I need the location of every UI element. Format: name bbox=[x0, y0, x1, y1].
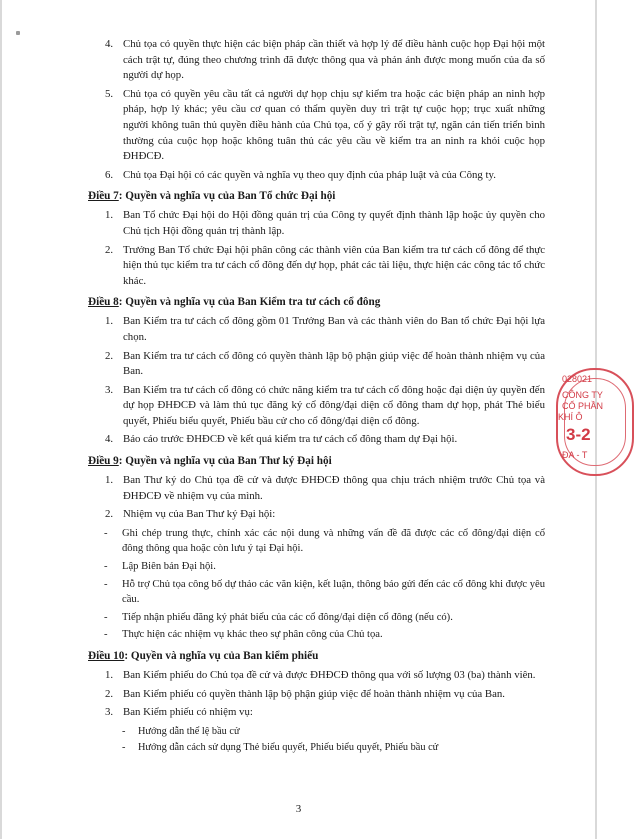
dash-item: - Thực hiện các nhiệm vụ khác theo sự phân công của Chủ tọa. bbox=[104, 629, 383, 641]
list-item: 1. Ban Kiểm tra tư cách cổ đông gồm 01 Trưởng Ban và các thành viên do Ban tổ chức Đại hội lựa chọn. bbox=[105, 315, 545, 343]
dash-item: - Hỗ trợ Chủ tọa công bố dự thảo các văn kiện, kết luận, thông báo gửi đến các cổ đông khi được yêu cầu. bbox=[104, 578, 545, 606]
document-body bbox=[0, 37, 597, 756]
list-item: 2. Trưởng Ban Tổ chức Đại hội phân công các thành viên của Ban kiểm tra tư cách cổ đông để thực hiện thủ tục kiểm tra tư cách cổ đông đến dự họp, phát các tài liệu, thực hiện các công tác tổ chức khác. bbox=[105, 243, 545, 287]
dash-item: - Hướng dẫn cách sử dụng Thẻ biểu quyết, Phiếu biểu quyết, Phiếu bầu cử bbox=[122, 741, 439, 753]
article-10-heading: Điều 10: Quyền và nghĩa vụ của Ban kiểm phiếu bbox=[88, 650, 319, 662]
list-item: 4. Chủ tọa có quyền thực hiện các biện pháp cần thiết và hợp lý để điều hành cuộc họp Đại hội một cách trật tự, đúng theo chương trình đã được thông qua và phản ánh được mong muốn của đa số người dự họp. bbox=[105, 38, 545, 82]
scan-mark bbox=[16, 31, 20, 35]
article-9-heading: Điều 9: Quyền và nghĩa vụ của Ban Thư ký Đại hội bbox=[88, 455, 332, 468]
company-seal-stamp: 028021 CÔNG TY CỔ PHẦN KHÍ Ô 3-2 ĐA - T bbox=[556, 368, 636, 480]
list-item: 4. Báo cáo trước ĐHĐCĐ về kết quả kiểm tra tư cách cổ đông tham dự Đại hội. bbox=[105, 433, 458, 446]
article-7-heading: Điều 7: Quyền và nghĩa vụ của Ban Tổ chức Đại hội bbox=[88, 190, 336, 203]
list-item: 1. Ban Tổ chức Đại hội do Hội đồng quản trị của Công ty quyết định thành lập hoặc ủy quyền cho Chủ tịch Hội đồng quản trị thành lập. bbox=[105, 209, 545, 237]
list-item: 3. Ban Kiểm tra tư cách cổ đông có chức năng kiểm tra tư cách cổ đông hoặc đại diện ủy quyền đến dự họp ĐHĐCĐ và làm thủ tục đăng ký cổ đông/đại diện cổ đông tham dự họp, phát Thẻ biểu quyết, Phiếu biểu quyết, Phiếu bầu cử cho cổ đông/đại diện cổ đông. bbox=[105, 383, 545, 427]
dash-item: - Hướng dẫn thể lệ bầu cử bbox=[122, 725, 240, 737]
list-item: 2. Ban Kiểm phiếu có quyền thành lập bộ phận giúp việc để hoàn thành nhiệm vụ của Ban. bbox=[105, 687, 505, 700]
article-8-heading: Điều 8: Quyền và nghĩa vụ của Ban Kiểm tra tư cách cổ đông bbox=[88, 296, 381, 309]
dash-item: - Tiếp nhận phiếu đăng ký phát biểu của các cổ đông/đại diện cổ đông (nếu có). bbox=[104, 611, 453, 623]
list-item: 1. Ban Kiểm phiếu do Chủ tọa đề cử và được ĐHĐCĐ thông qua với số lượng 03 (ba) thành viên. bbox=[105, 669, 536, 681]
page-number: 3 bbox=[295, 803, 302, 815]
dash-item: - Lập Biên bản Đại hội. bbox=[104, 561, 216, 573]
list-item: 3. Ban Kiểm phiếu có nhiệm vụ: bbox=[105, 706, 253, 719]
list-item: 2. Ban Kiểm tra tư cách cổ đông có quyền thành lập bộ phận giúp việc để hoàn thành nhiệm vụ của Ban. bbox=[105, 349, 545, 378]
dash-item: - Ghi chép trung thực, chính xác các nội dung và những vấn đề đã được các cổ đông/đại diện cổ đông thông qua hoặc còn lưu ý tại Đại hội. bbox=[104, 527, 545, 555]
list-item: 2. Nhiệm vụ của Ban Thư ký Đại hội: bbox=[105, 508, 276, 521]
list-item: 1. Ban Thư ký do Chủ tọa đề cử và được ĐHĐCĐ thông qua chịu trách nhiệm trước Chủ tọa và ĐHĐCĐ về nhiệm vụ của mình. bbox=[105, 474, 545, 502]
list-item: 6. Chủ tọa Đại hội có các quyền và nghĩa vụ theo quy định của pháp luật và của Công ty. bbox=[105, 168, 496, 181]
list-item: 5. Chủ tọa có quyền yêu cầu tất cả người dự họp chịu sự kiểm tra hoặc các biện pháp an ninh hợp pháp, hợp lý khác; yêu cầu cơ quan có thẩm quyền duy trì trật tự cuộc họp; trục xuất những người không tuân thủ quyền điều hành của Chủ tọa, cố ý gây rối trật tự, ngăn cản tiến triển bình thường của cuộc họp hoặc không tuân thủ các yêu cầu về kiểm tra an ninh ra khỏi cuộc họp ĐHĐCĐ. bbox=[105, 87, 545, 163]
